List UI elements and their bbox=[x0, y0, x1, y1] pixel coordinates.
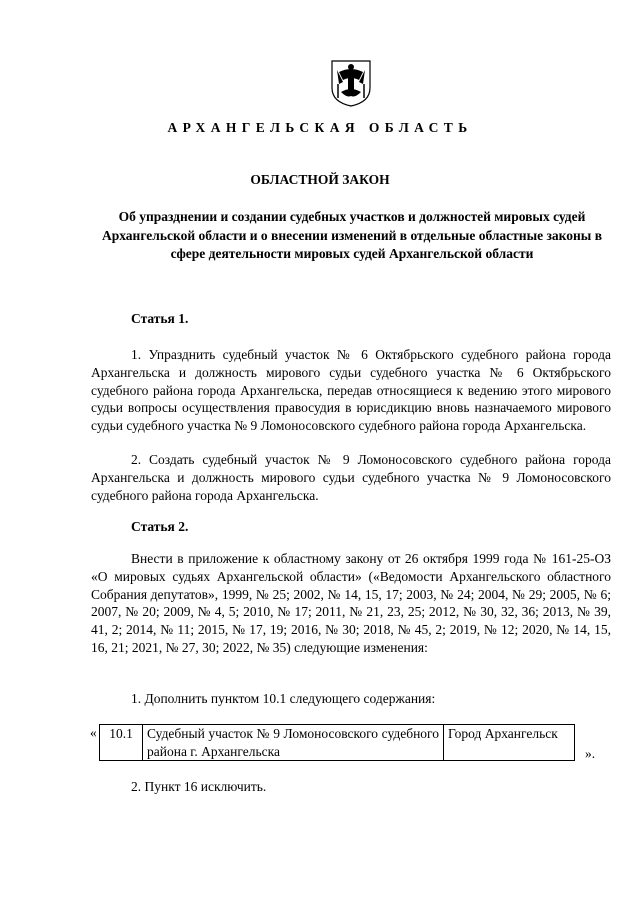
article-2-paragraph-1: Внести в приложение к областному закону от 26 октября 1999 года № 161-25-ОЗ «О мировых судьях Архангельской области» («Ведомости Архангельского областного Собрания депутатов», 1999, № 25; 2002, № 14, 15, 17; 2003, № 24; 2004, № 29; 2005, № 6; 2007, № 20; 2009, № 4, 5; 2010, № 17; 2011, № 21, 23, 25; 2012, № 30, 32, 36; 2013, № 39, 41, 2; 2014, № 11; 2015, № 17, 19; 2016, № 30; 2018, № 45, 2; 2019, № 12; 2020, № 14, 15, 16, 21; 2021, № 27, 30; 2022, № 35) следующие изменения: bbox=[91, 551, 611, 655]
coat-of-arms-emblem bbox=[329, 58, 373, 108]
article-2-paragraph-2: 1. Дополнить пунктом 10.1 следующего содержания: bbox=[131, 691, 436, 706]
article-1-paragraph-2: 2. Создать судебный участок № 9 Ломоносовского судебного района города Архангельска и должность мирового судьи судебного участка № 9 Ломоносовского судебного района города Архангельска. bbox=[91, 452, 611, 503]
insertion-table-block bbox=[90, 724, 610, 764]
law-type: ОБЛАСТНОЙ ЗАКОН bbox=[250, 172, 390, 187]
table-cell-location: Город Архангельск bbox=[444, 725, 575, 761]
table-cell-court-district: Судебный участок № 9 Ломоносовского судебного района г. Архангельска bbox=[143, 725, 444, 761]
table-row bbox=[100, 725, 575, 761]
article-1-heading: Статья 1. bbox=[131, 311, 189, 326]
closing-quote: ». bbox=[585, 746, 596, 761]
law-title: Об упразднении и создании судебных участков и должностей мировых судей Архангельской области и о внесении изменений в отдельные областные законы в сфере деятельности мировых судей Архангельской области bbox=[101, 209, 603, 261]
article-2-heading: Статья 2. bbox=[131, 519, 189, 534]
article-2-paragraph-3: 2. Пункт 16 исключить. bbox=[131, 779, 267, 794]
insertion-table bbox=[99, 724, 575, 761]
article-1-paragraph-1: 1. Упразднить судебный участок № 6 Октябрьского судебного района города Архангельска и должность мирового судьи судебного участка № 6 Октябрьского судебного района города Архангельска, передав относящиеся к ведению этого мирового судьи вопросы осуществления правосудия в юрисдикцию вновь назначаемого мирового судьи судебного участка № 9 Ломоносовского судебного района города Архангельска. bbox=[91, 347, 611, 434]
table-cell-number: 10.1 bbox=[100, 725, 143, 761]
region-name: АРХАНГЕЛЬСКАЯ ОБЛАСТЬ bbox=[167, 120, 473, 135]
opening-quote: « bbox=[90, 725, 97, 740]
